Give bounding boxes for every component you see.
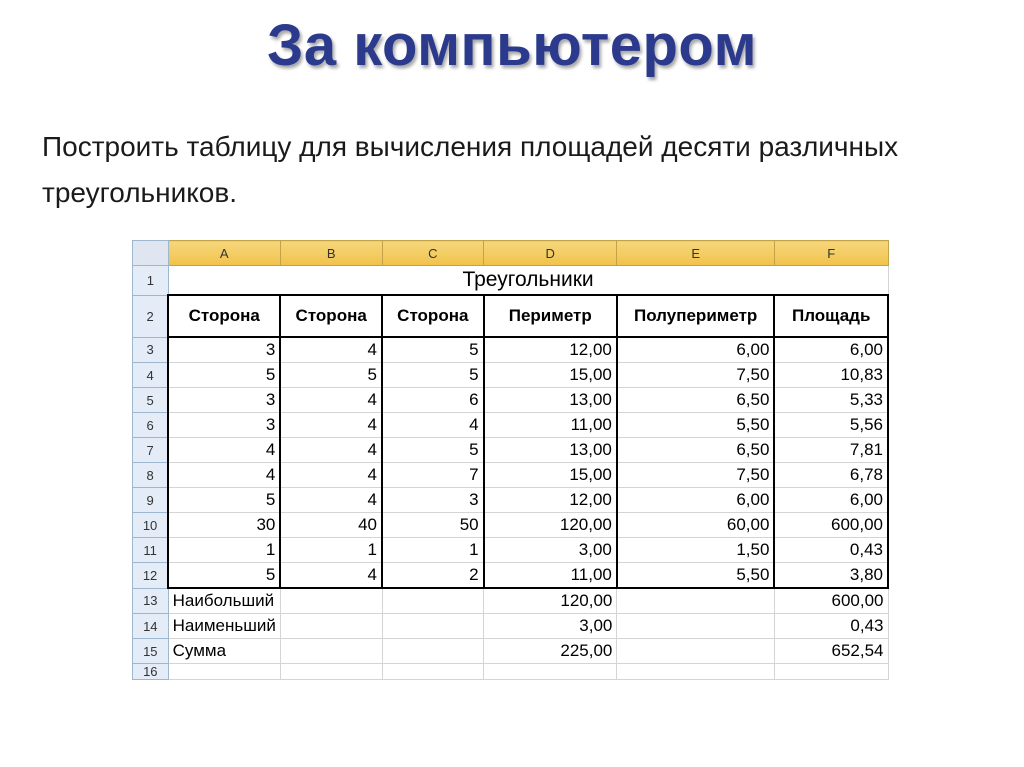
table-row (133, 463, 889, 488)
row-header[interactable]: 9 (133, 488, 169, 513)
empty-cell[interactable] (617, 614, 775, 639)
data-cell[interactable]: 4 (280, 438, 382, 463)
row-header[interactable]: 13 (133, 588, 169, 614)
table-row (133, 388, 889, 413)
header-cell-area[interactable]: Площадь (774, 295, 888, 337)
data-cell[interactable]: 30 (168, 513, 280, 538)
data-cell[interactable]: 5 (168, 563, 280, 589)
summary-row (133, 614, 889, 639)
row-header[interactable]: 12 (133, 563, 169, 589)
table-row (133, 538, 889, 563)
data-cell[interactable]: 6 (382, 388, 484, 413)
data-cell[interactable]: 13,00 (484, 438, 617, 463)
data-cell[interactable]: 3 (168, 413, 280, 438)
spreadsheet-grid (132, 240, 889, 680)
data-cell[interactable]: 4 (280, 463, 382, 488)
data-cell[interactable]: 5,50 (617, 563, 775, 589)
data-cell[interactable]: 6,78 (774, 463, 888, 488)
empty-cell[interactable] (617, 664, 775, 680)
row-header[interactable]: 5 (133, 388, 169, 413)
data-cell[interactable]: 6,50 (617, 388, 775, 413)
data-cell[interactable]: 11,00 (484, 563, 617, 589)
row-header[interactable]: 11 (133, 538, 169, 563)
column-header[interactable]: D (484, 241, 617, 266)
data-cell[interactable]: 13,00 (484, 388, 617, 413)
data-cell[interactable]: 5 (168, 488, 280, 513)
summary-label[interactable]: Наибольший (168, 588, 280, 614)
header-cell-side[interactable]: Сторона (168, 295, 280, 337)
summary-row (133, 639, 889, 664)
summary-perimeter[interactable]: 225,00 (484, 639, 617, 664)
data-cell[interactable]: 3 (168, 337, 280, 363)
task-text: Построить таблицу для вычисления площадей десяти различных треугольников. (42, 131, 899, 208)
data-cell[interactable]: 3 (168, 388, 280, 413)
empty-cell[interactable] (382, 664, 484, 680)
row-header[interactable]: 6 (133, 413, 169, 438)
empty-cell[interactable] (774, 664, 888, 680)
column-header[interactable]: F (774, 241, 888, 266)
data-cell[interactable]: 1 (168, 538, 280, 563)
column-header[interactable]: C (382, 241, 484, 266)
data-cell[interactable]: 5,56 (774, 413, 888, 438)
empty-cell[interactable] (617, 588, 775, 614)
data-cell[interactable]: 6,00 (617, 337, 775, 363)
summary-area[interactable]: 600,00 (774, 588, 888, 614)
data-cell[interactable]: 4 (280, 413, 382, 438)
data-cell[interactable]: 12,00 (484, 488, 617, 513)
table-row (133, 513, 889, 538)
summary-area[interactable]: 0,43 (774, 614, 888, 639)
empty-cell[interactable] (382, 639, 484, 664)
data-cell[interactable]: 7,50 (617, 363, 775, 388)
row-header[interactable]: 10 (133, 513, 169, 538)
data-cell[interactable]: 5,33 (774, 388, 888, 413)
data-cell[interactable]: 5 (168, 363, 280, 388)
summary-label[interactable]: Наименьший (168, 614, 280, 639)
data-cell[interactable]: 12,00 (484, 337, 617, 363)
row-header[interactable]: 15 (133, 639, 169, 664)
data-cell[interactable]: 1 (280, 538, 382, 563)
data-cell[interactable]: 4 (280, 563, 382, 589)
table-row (133, 438, 889, 463)
header-cell-semiperimeter[interactable]: Полупериметр (617, 295, 775, 337)
column-header[interactable]: E (617, 241, 775, 266)
data-cell[interactable]: 60,00 (617, 513, 775, 538)
summary-perimeter[interactable]: 3,00 (484, 614, 617, 639)
data-cell[interactable]: 120,00 (484, 513, 617, 538)
row-header[interactable]: 14 (133, 614, 169, 639)
empty-cell[interactable] (617, 639, 775, 664)
table-row (133, 664, 889, 680)
row-header[interactable]: 16 (133, 664, 169, 680)
data-cell[interactable]: 1 (382, 538, 484, 563)
data-cell[interactable]: 4 (280, 488, 382, 513)
data-cell[interactable]: 600,00 (774, 513, 888, 538)
row-header[interactable]: 7 (133, 438, 169, 463)
summary-label[interactable]: Сумма (168, 639, 280, 664)
column-header[interactable]: A (168, 241, 280, 266)
data-cell[interactable]: 6,50 (617, 438, 775, 463)
data-cell[interactable]: 0,43 (774, 538, 888, 563)
header-cell-side[interactable]: Сторона (382, 295, 484, 337)
empty-cell[interactable] (484, 664, 617, 680)
data-cell[interactable]: 6,00 (617, 488, 775, 513)
data-cell[interactable]: 7,81 (774, 438, 888, 463)
data-cell[interactable]: 5 (382, 438, 484, 463)
data-cell[interactable]: 4 (382, 413, 484, 438)
data-cell[interactable]: 4 (168, 463, 280, 488)
table-row (133, 337, 889, 363)
data-cell[interactable]: 6,00 (774, 488, 888, 513)
data-cell[interactable]: 2 (382, 563, 484, 589)
summary-perimeter[interactable]: 120,00 (484, 588, 617, 614)
empty-cell[interactable] (280, 664, 382, 680)
empty-cell[interactable] (280, 614, 382, 639)
empty-cell[interactable] (280, 639, 382, 664)
select-all-corner[interactable] (133, 241, 169, 266)
data-cell[interactable]: 6,00 (774, 337, 888, 363)
data-cell[interactable]: 3,00 (484, 538, 617, 563)
table-row (133, 363, 889, 388)
row-header[interactable]: 1 (133, 266, 169, 296)
table-row (133, 563, 889, 589)
spreadsheet (132, 240, 889, 682)
data-cell[interactable]: 1,50 (617, 538, 775, 563)
slide-title: За компьютером (267, 13, 757, 78)
header-cell-side[interactable]: Сторона (280, 295, 382, 337)
empty-cell[interactable] (168, 664, 280, 680)
column-header[interactable]: B (280, 241, 382, 266)
data-cell[interactable]: 15,00 (484, 463, 617, 488)
data-cell[interactable]: 4 (280, 388, 382, 413)
table-title-cell[interactable]: Треугольники (168, 266, 888, 296)
header-cell-perimeter[interactable]: Периметр (484, 295, 617, 337)
data-cell[interactable]: 4 (168, 438, 280, 463)
table-row (133, 413, 889, 438)
data-cell[interactable]: 10,83 (774, 363, 888, 388)
data-cell[interactable]: 7 (382, 463, 484, 488)
empty-cell[interactable] (280, 588, 382, 614)
data-cell[interactable]: 3 (382, 488, 484, 513)
data-cell[interactable]: 4 (280, 337, 382, 363)
summary-area[interactable]: 652,54 (774, 639, 888, 664)
row-header[interactable]: 4 (133, 363, 169, 388)
data-cell[interactable]: 11,00 (484, 413, 617, 438)
data-cell[interactable]: 5 (280, 363, 382, 388)
row-header[interactable]: 2 (133, 295, 169, 337)
row-header[interactable]: 8 (133, 463, 169, 488)
summary-row (133, 588, 889, 614)
data-cell[interactable]: 3,80 (774, 563, 888, 589)
data-cell[interactable]: 7,50 (617, 463, 775, 488)
data-cell[interactable]: 5,50 (617, 413, 775, 438)
data-cell[interactable]: 40 (280, 513, 382, 538)
row-header[interactable]: 3 (133, 337, 169, 363)
data-cell[interactable]: 15,00 (484, 363, 617, 388)
empty-cell[interactable] (382, 588, 484, 614)
data-cell[interactable]: 5 (382, 337, 484, 363)
data-cell[interactable]: 50 (382, 513, 484, 538)
data-cell[interactable]: 5 (382, 363, 484, 388)
table-row (133, 488, 889, 513)
empty-cell[interactable] (382, 614, 484, 639)
